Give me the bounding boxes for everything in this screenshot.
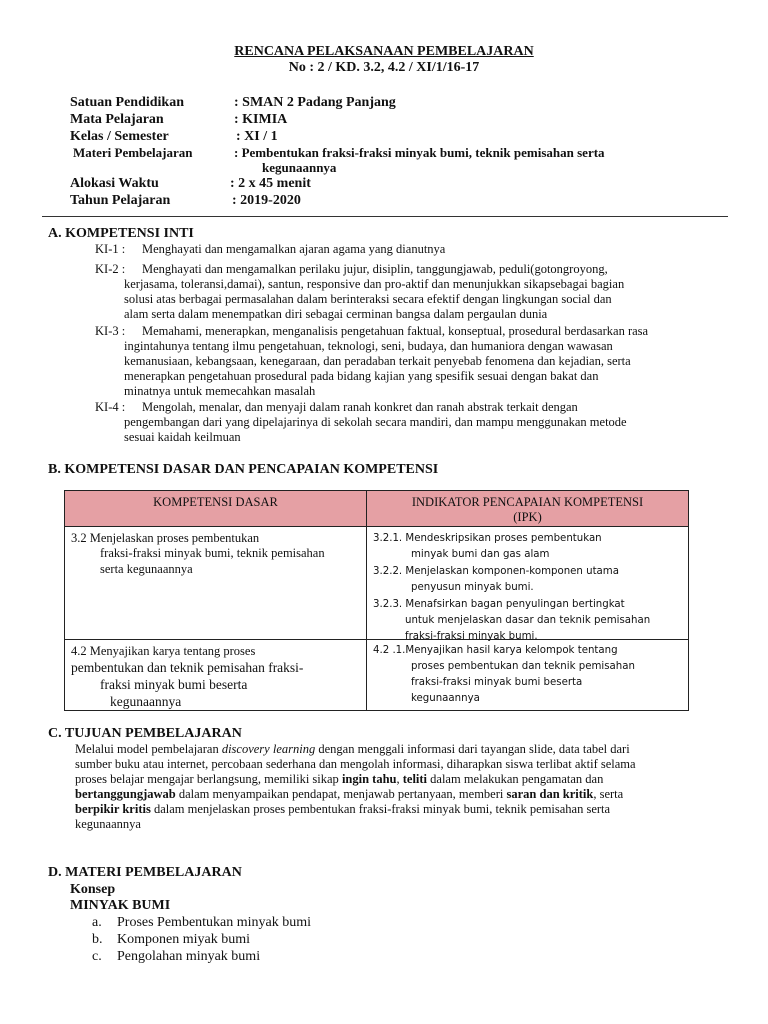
ipk-line: 3.2.2. Menjelaskan komponen-komponen utama bbox=[373, 566, 619, 577]
document-title: RENCANA PELAKSANAAN PEMBELAJARAN bbox=[234, 44, 534, 59]
ipk-cell bbox=[367, 527, 689, 640]
ipk-line: kegunaannya bbox=[411, 693, 480, 704]
identity-label: Kelas / Semester bbox=[70, 129, 169, 144]
objective-line bbox=[75, 787, 623, 802]
ki-code: KI-4 : bbox=[95, 400, 126, 414]
section-b-heading: B. KOMPETENSI DASAR DAN PENCAPAIAN KOMPETENSI bbox=[48, 462, 439, 477]
identity-value: : 2 x 45 menit bbox=[230, 176, 311, 191]
horizontal-divider bbox=[42, 216, 728, 217]
kd-line: pembentukan dan teknik pemisahan fraksi- bbox=[71, 660, 304, 675]
kd-cell bbox=[65, 527, 367, 640]
identity-label: Satuan Pendidikan bbox=[70, 95, 184, 110]
ipk-line: fraksi-fraksi minyak bumi. bbox=[405, 631, 538, 642]
identity-value: : SMAN 2 Padang Panjang bbox=[234, 95, 396, 110]
text-run-italic: discovery learning bbox=[221, 742, 316, 756]
text-run: dalam menjelaskan proses pembentukan fraksi-fraksi minyak bumi, teknik pemisahan serta bbox=[150, 802, 611, 816]
ipk-cell bbox=[367, 640, 689, 711]
ki-text: Memahami, menerapkan, menganalisis pengetahuan faktual, konseptual, prosedural berdasarkan rasa bbox=[142, 324, 649, 338]
ki-text: ingintahunya tentang ilmu pengetahuan, teknologi, seni, budaya, dan humaniora dengan wawasan bbox=[124, 339, 613, 353]
text-run: dengan menggali informasi dari tayangan slide, data tabel dari bbox=[315, 742, 630, 756]
table-row bbox=[65, 527, 689, 640]
text-run-bold: saran dan kritik bbox=[506, 787, 594, 801]
ki-code: KI-1 : bbox=[95, 242, 126, 256]
text-run: proses belajar mengajar berlangsung, memiliki sikap bbox=[75, 772, 342, 786]
list-marker: a. bbox=[92, 915, 102, 930]
section-c-heading: C. TUJUAN PEMBELAJARAN bbox=[48, 726, 242, 741]
text-run-bold: ingin tahu bbox=[341, 772, 397, 786]
subheading-konsep: Konsep bbox=[70, 882, 116, 897]
objective-line bbox=[75, 742, 630, 757]
ki-text: kerjasama, toleransi,damai), santun, responsive dan pro-aktif dan menunjukkan sikapsebagai bagian bbox=[124, 277, 625, 291]
list-item: Pengolahan minyak bumi bbox=[117, 949, 261, 964]
table-header-ipk bbox=[367, 491, 689, 527]
table-row bbox=[65, 640, 689, 711]
section-d-heading: D. MATERI PEMBELAJARAN bbox=[48, 865, 242, 880]
ipk-line: 3.2.1. Mendeskripsikan proses pembentukan bbox=[373, 533, 602, 544]
ipk-line: minyak bumi dan gas alam bbox=[411, 549, 550, 560]
objective-line: kegunaannya bbox=[75, 817, 141, 831]
ki-code: KI-3 : bbox=[95, 324, 126, 338]
ki-text: sesuai kaidah keilmuan bbox=[124, 430, 241, 444]
kd-line: 4.2 Menyajikan karya tentang proses bbox=[71, 644, 256, 658]
ki-code: KI-2 : bbox=[95, 262, 126, 276]
identity-label: Mata Pelajaran bbox=[70, 112, 164, 127]
ipk-line: proses pembentukan dan teknik pemisahan bbox=[411, 661, 635, 672]
list-marker: b. bbox=[92, 932, 103, 947]
text-run: dalam menyampaikan pendapat, menjawab pertanyaan, memberi bbox=[175, 787, 507, 801]
ipk-line: 4.2 .1.Menyajikan hasil karya kelompok tentang bbox=[373, 645, 618, 656]
ki-text: alam serta dalam menempatkan diri sebagai cerminan bangsa dalam pergaulan dunia bbox=[124, 307, 548, 321]
kd-line: 3.2 Menjelaskan proses pembentukan bbox=[71, 531, 260, 545]
ki-text: Menghayati dan mengamalkan perilaku jujur, disiplin, tanggungjawab, peduli(gotongroyong, bbox=[142, 262, 608, 276]
kd-line: serta kegunaannya bbox=[100, 562, 193, 576]
text-run: dalam melakukan pengamatan dan bbox=[427, 772, 604, 786]
ki-text: solusi atas berbagai permasalahan dalam berinteraksi secara efektif dengan lingkungan social dan bbox=[124, 292, 612, 306]
identity-label: Materi Pembelajaran bbox=[73, 145, 193, 160]
subheading-minyak-bumi: MINYAK BUMI bbox=[70, 898, 171, 913]
identity-value-continued: kegunaannya bbox=[262, 160, 337, 175]
header-kd-label: KOMPETENSI DASAR bbox=[153, 495, 278, 509]
ki-text: kemanusiaan, kebangsaan, kenegaraan, dan peradaban terkait penyebab fenomena dan kejadian, serta bbox=[124, 354, 631, 368]
ipk-line: 3.2.3. Menafsirkan bagan penyulingan bertingkat bbox=[373, 599, 625, 610]
list-item: Proses Pembentukan minyak bumi bbox=[117, 915, 312, 930]
header-ipk-line2: (IPK) bbox=[513, 510, 542, 524]
kd-line: kegunaannya bbox=[110, 694, 182, 709]
text-run: , serta bbox=[593, 787, 624, 801]
objective-line: sumber buku atau internet, percobaan sederhana dan mengolah informasi, diharapkan siswa terlibat aktif selama bbox=[75, 757, 636, 771]
list-marker: c. bbox=[92, 949, 102, 964]
ki-text: Mengolah, menalar, dan menyaji dalam ranah konkret dan ranah abstrak terkait dengan bbox=[142, 400, 578, 414]
objective-line bbox=[75, 772, 603, 787]
kd-line: fraksi minyak bumi beserta bbox=[100, 677, 248, 692]
identity-value: : Pembentukan fraksi-fraksi minyak bumi, teknik pemisahan serta bbox=[234, 145, 605, 160]
identity-value: : XI / 1 bbox=[236, 129, 278, 144]
ki-text: pengembangan dari yang dipelajarinya di sekolah secara mandiri, dan mampu menggunakan metode bbox=[124, 415, 627, 429]
kd-line: fraksi-fraksi minyak bumi, teknik pemisahan bbox=[100, 546, 325, 560]
ki-text: Menghayati dan mengamalkan ajaran agama yang dianutnya bbox=[142, 242, 446, 256]
kd-cell bbox=[65, 640, 367, 711]
ki-text: minatnya untuk memecahkan masalah bbox=[124, 384, 316, 398]
competency-table bbox=[64, 490, 689, 711]
objective-line bbox=[75, 802, 610, 817]
table-header-row bbox=[65, 491, 689, 527]
identity-value: : 2019-2020 bbox=[232, 193, 301, 208]
identity-label: Alokasi Waktu bbox=[70, 176, 159, 191]
document-number: No : 2 / KD. 3.2, 4.2 / XI/1/16-17 bbox=[288, 60, 480, 75]
identity-value: : KIMIA bbox=[234, 112, 288, 127]
table-header-kd bbox=[65, 491, 367, 527]
section-a-heading: A. KOMPETENSI INTI bbox=[48, 226, 194, 241]
ipk-line: penyusun minyak bumi. bbox=[411, 582, 534, 593]
ipk-line: fraksi-fraksi minyak bumi beserta bbox=[411, 677, 583, 688]
header-ipk-line1: INDIKATOR PENCAPAIAN KOMPETENSI bbox=[411, 495, 644, 509]
text-run-bold: bertanggungjawab bbox=[75, 787, 176, 801]
text-run-bold: berpikir kritis bbox=[75, 802, 151, 816]
list-item: Komponen miyak bumi bbox=[117, 932, 250, 947]
ipk-line: untuk menjelaskan dasar dan teknik pemisahan bbox=[405, 615, 651, 626]
text-run: , bbox=[396, 772, 403, 786]
ki-text: menerapkan pengetahuan prosedural pada bidang kajian yang spesifik sesuai dengan bakat dan bbox=[124, 369, 599, 383]
identity-label: Tahun Pelajaran bbox=[70, 193, 171, 208]
text-run-bold: teliti bbox=[402, 772, 428, 786]
text-run: Melalui model pembelajaran bbox=[75, 742, 222, 756]
